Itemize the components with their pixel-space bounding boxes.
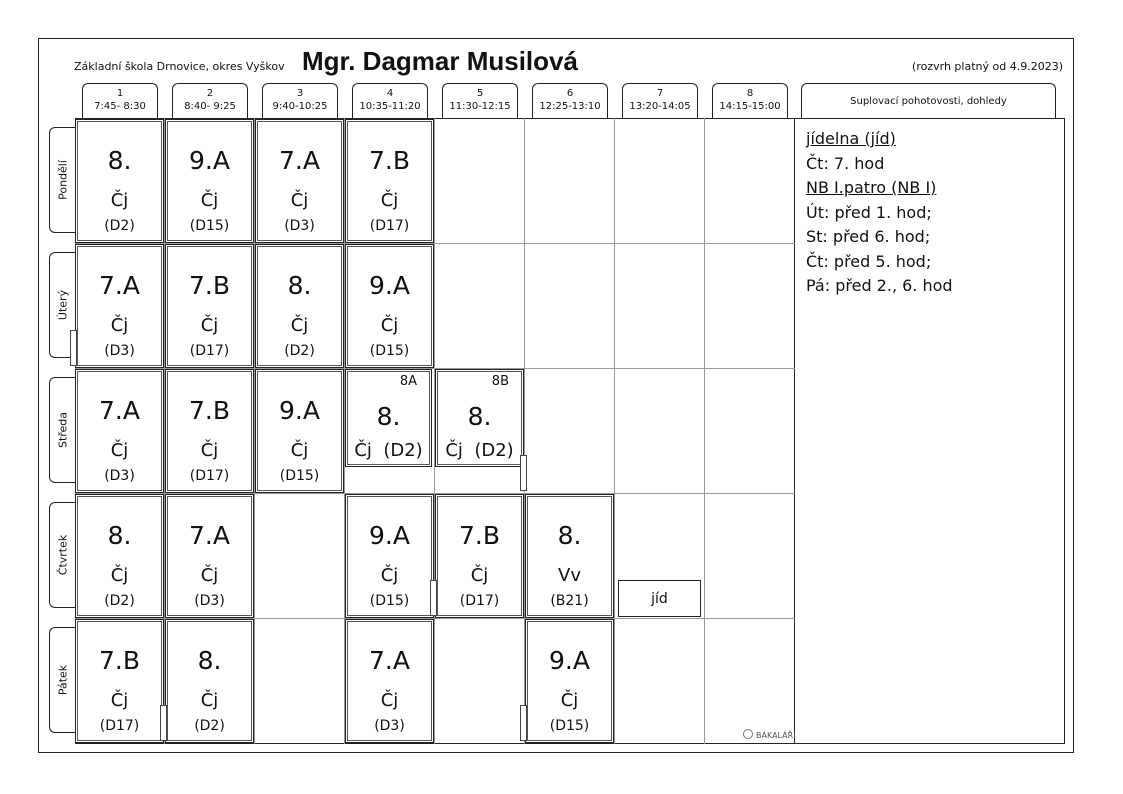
lesson-cell[interactable]: 7.B Čj (D17) <box>435 494 524 618</box>
grid-line <box>614 118 615 744</box>
brand-logo: BAKALÁŘI <box>743 729 796 740</box>
duty-line: Čt: 7. hod <box>806 153 885 173</box>
duty-marker <box>160 705 167 741</box>
duty-line: Út: před 1. hod; <box>806 202 932 222</box>
group-label: 8B <box>491 374 509 389</box>
group-label: 8A <box>399 374 417 389</box>
period-header-8: 8 14:15-15:00 <box>712 83 788 118</box>
lesson-cell[interactable]: 9.A Čj (D15) <box>255 369 344 493</box>
lesson-cell[interactable]: 8. Čj (D2) <box>165 619 254 743</box>
duty-cell[interactable]: jíd <box>618 580 701 617</box>
period-header-4: 4 10:35-11:20 <box>352 83 428 118</box>
lesson-cell-split[interactable]: 8B 8. Čj (D2) <box>435 369 524 467</box>
duty-location: NB I.patro (NB I) <box>806 178 937 197</box>
period-header-7: 7 13:20-14:05 <box>622 83 698 118</box>
lesson-cell[interactable]: 9.A Čj (D15) <box>345 494 434 618</box>
day-label-tuesday: Úterý <box>49 252 75 358</box>
duty-panel <box>806 127 953 299</box>
duty-marker <box>70 330 77 366</box>
lesson-cell[interactable]: 7.A Čj (D3) <box>255 119 344 243</box>
day-label-thursday: Čtvrtek <box>49 502 75 608</box>
day-label-monday: Pondělí <box>49 127 75 233</box>
period-header-1: 1 7:45- 8:30 <box>82 83 158 118</box>
lesson-cell[interactable]: 9.A Čj (D15) <box>525 619 614 743</box>
lesson-cell[interactable]: 7.B Čj (D17) <box>75 619 164 743</box>
grid-line <box>704 118 705 744</box>
lesson-cell[interactable]: 8. Čj (D2) <box>255 244 344 368</box>
period-header-2: 2 8:40- 9:25 <box>172 83 248 118</box>
duty-line: Pá: před 2., 6. hod <box>806 276 953 295</box>
duty-marker <box>520 455 527 491</box>
lesson-cell[interactable]: 8. Čj (D2) <box>75 494 164 618</box>
duty-marker <box>430 580 437 616</box>
gear-icon <box>743 729 753 739</box>
school-name: Základní škola Drnovice, okres Vyškov <box>74 60 285 73</box>
period-header-5: 5 11:30-12:15 <box>442 83 518 118</box>
lesson-cell[interactable]: 7.B Čj (D17) <box>345 119 434 243</box>
duty-marker <box>520 705 527 741</box>
grid-line <box>794 118 795 744</box>
lesson-cell[interactable]: 7.A Čj (D3) <box>75 369 164 493</box>
duty-location: jídelna (jíd) <box>806 129 896 148</box>
lesson-cell-split[interactable]: 8A 8. Čj (D2) <box>345 369 432 467</box>
lesson-cell[interactable]: 7.A Čj (D3) <box>75 244 164 368</box>
duty-line: Čt: před 5. hod; <box>806 251 932 271</box>
lesson-cell[interactable]: 7.A Čj (D3) <box>165 494 254 618</box>
teacher-name: Mgr. Dagmar Musilová <box>302 46 578 76</box>
day-label-friday: Pátek <box>49 627 75 733</box>
lesson-cell[interactable]: 9.A Čj (D15) <box>345 244 434 368</box>
day-label-wednesday: Středa <box>49 377 75 483</box>
duty-line: St: před 6. hod; <box>806 227 931 246</box>
lesson-cell[interactable]: 8. Čj (D2) <box>75 119 164 243</box>
lesson-cell[interactable]: 7.B Čj (D17) <box>165 369 254 493</box>
lesson-cell[interactable]: 7.A Čj (D3) <box>345 619 434 743</box>
period-header-6: 6 12:25-13:10 <box>532 83 608 118</box>
lesson-cell[interactable]: 7.B Čj (D17) <box>165 244 254 368</box>
period-header-3: 3 9:40-10:25 <box>262 83 338 118</box>
validity-note: (rozvrh platný od 4.9.2023) <box>912 60 1063 73</box>
lesson-cell[interactable]: 9.A Čj (D15) <box>165 119 254 243</box>
duty-header: Suplovací pohotovosti, dohledy <box>801 83 1056 118</box>
lesson-cell[interactable]: 8. Vv (B21) <box>525 494 614 618</box>
